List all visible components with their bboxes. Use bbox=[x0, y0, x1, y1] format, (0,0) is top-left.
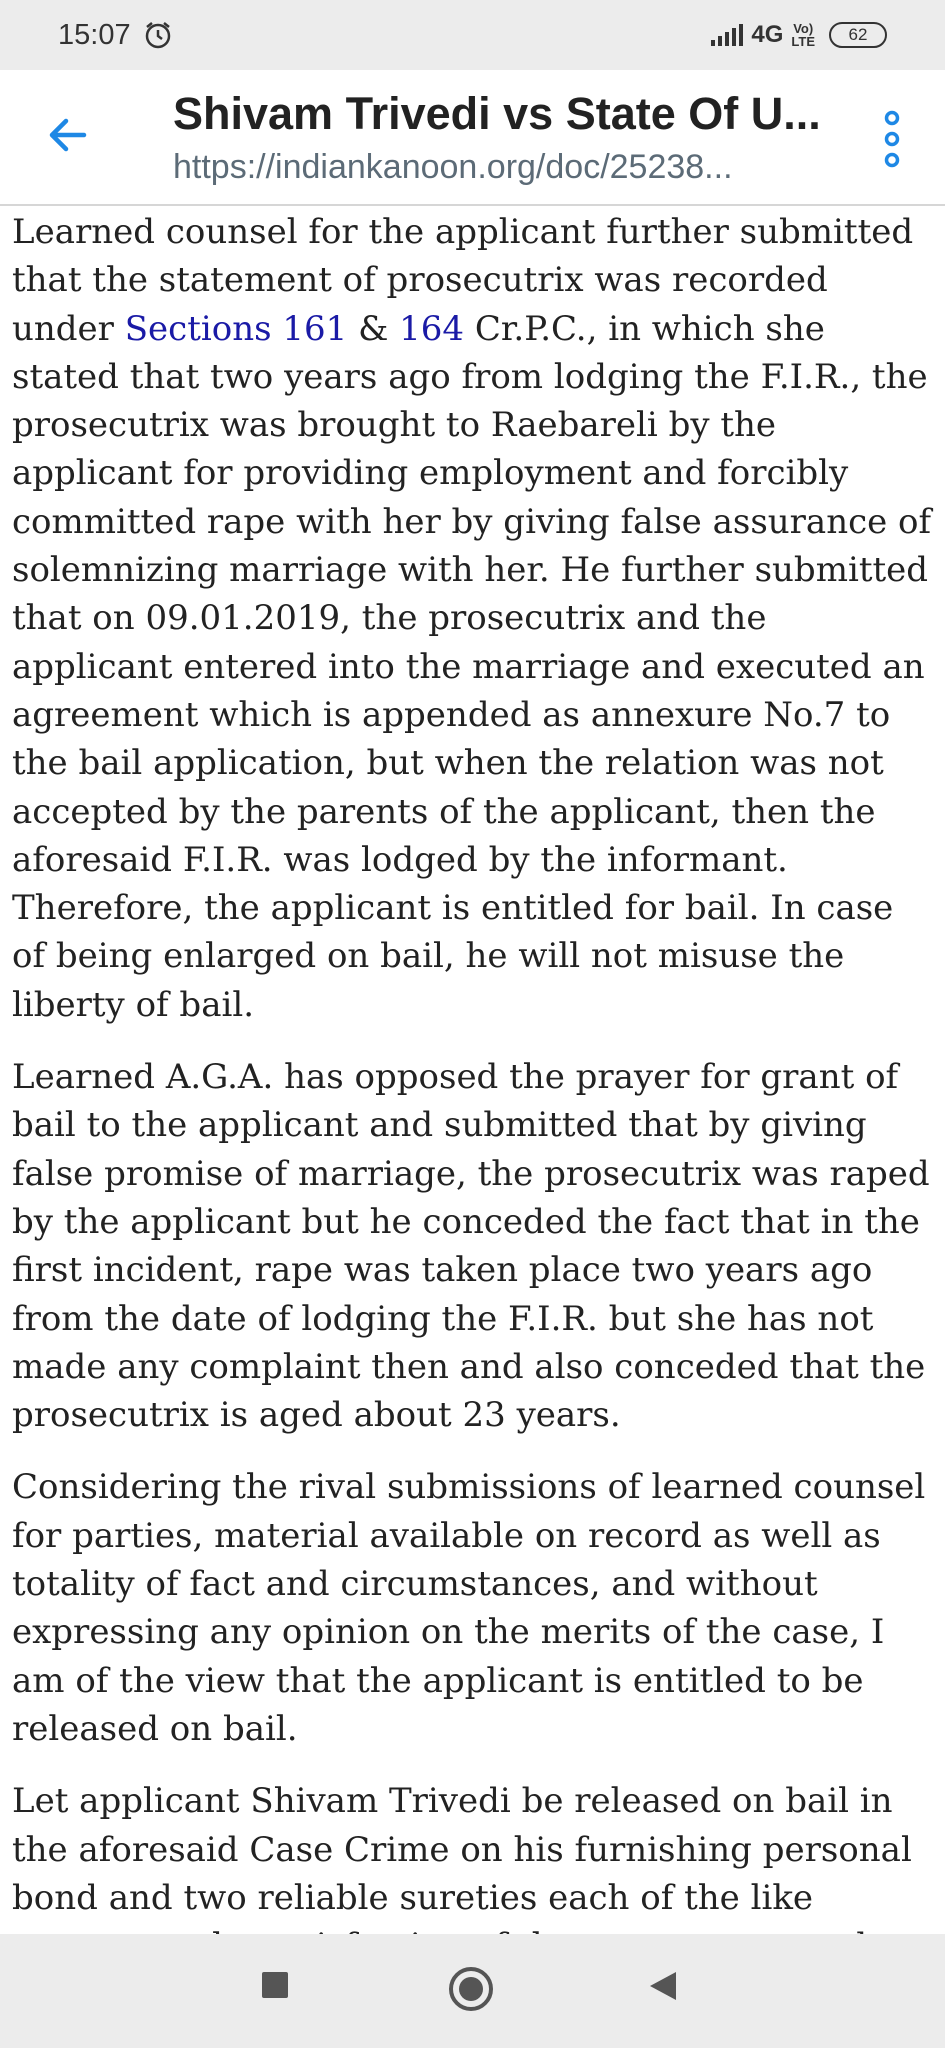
p1-text-after: Cr.P.C., in which she stated that two years ago from lodging the F.I.R., the prosecutrix was brought to Raebareli by the applicant for providing employment and forcibly committed rape with her by giving false assurance of solemnizing marriage with her. He further submitted that on 09.01.2019, the prosecutrix and the applicant entered into the marriage and executed an agreement which is appended as annexure No.7 to the bail application, but when the relation was not accepted by the parents of the applicant, then the aforesaid F.I.R. was lodged by the informant. Therefore, the applicant is entitled for bail. In case of being enlarged on bail, he will not misuse the liberty of bail. bbox=[12, 308, 932, 1025]
document-content[interactable] bbox=[0, 208, 945, 1934]
link-sections-161[interactable]: Sections 161 bbox=[124, 308, 348, 349]
p1-amp: & bbox=[347, 308, 400, 349]
p1-text-before: Learned counsel for the applicant further submitted that the statement of prosecutrix was recorded under bbox=[12, 212, 914, 349]
system-nav-bar bbox=[0, 1934, 945, 2048]
title-block bbox=[173, 88, 833, 187]
overflow-menu-icon[interactable] bbox=[878, 110, 906, 168]
recents-square-icon[interactable] bbox=[260, 1970, 290, 2000]
status-time: 15:07 bbox=[58, 18, 131, 51]
page-url[interactable]: https://indiankanoon.org/doc/25238... bbox=[173, 148, 733, 186]
network-type: 4G bbox=[751, 21, 784, 48]
battery-icon bbox=[829, 22, 887, 48]
link-section-164[interactable]: 164 bbox=[399, 308, 465, 349]
volte-line2: LTE bbox=[791, 34, 815, 49]
status-right-group bbox=[711, 21, 887, 49]
back-arrow-icon[interactable] bbox=[44, 112, 90, 158]
alarm-icon bbox=[143, 20, 173, 50]
volte-line1: Vo) bbox=[793, 21, 814, 36]
status-bar bbox=[0, 0, 945, 70]
signal-icon bbox=[711, 24, 743, 46]
page-title: Shivam Trivedi vs State Of U... bbox=[173, 88, 821, 139]
paragraph-2: Learned A.G.A. has opposed the prayer for grant of bail to the applicant and submitted that by giving false promise of marriage, the prosecutrix was raped by the applicant but he conceded the fact that in the first incident, rape was taken place two years ago from the date of lodging the F.I.R. but she has not made any complaint then and also conceded that the prosecutrix is aged about 23 years. bbox=[12, 1057, 930, 1436]
paragraph-4: Let applicant Shivam Trivedi be released on bail in the aforesaid Case Crime on his furnishing personal bond and two reliable sureties each of the like bbox=[12, 1781, 912, 1918]
volte-indicator bbox=[791, 22, 815, 48]
app-bar bbox=[0, 70, 945, 206]
paragraph-1 bbox=[12, 208, 933, 1029]
paragraph-3: Considering the rival submissions of learned counsel for parties, material available on record as well as totality of fact and circumstances, and without expressing any opinion on the merits of the case, I am of the view that the applicant is entitled to be released on bail. bbox=[12, 1467, 926, 1749]
home-circle-icon[interactable] bbox=[448, 1966, 494, 2012]
battery-level: 62 bbox=[848, 25, 868, 44]
back-triangle-icon[interactable] bbox=[648, 1970, 678, 2002]
